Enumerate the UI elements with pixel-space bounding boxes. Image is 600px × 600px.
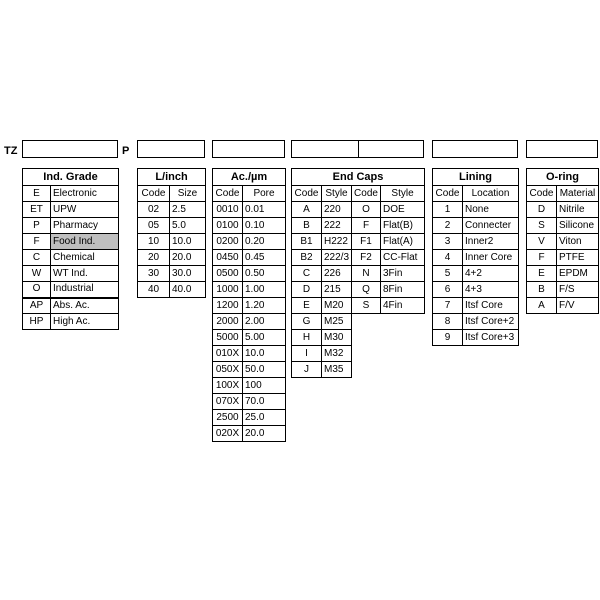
ind-grade-row (23, 234, 119, 250)
ind-grade-value-cell: Electronic (51, 186, 119, 202)
accuracy-code-cell: 070X (213, 394, 243, 410)
o-ring-value-cell: Nitrile (557, 202, 599, 218)
end-caps-empty-cell (352, 346, 425, 362)
end-caps-style-cell: M32 (322, 346, 352, 362)
length-title: L/inch (138, 169, 206, 186)
end-caps-style-cell: 215 (322, 282, 352, 298)
o-ring-header-material: Material (557, 186, 599, 202)
lining-code-cell: 7 (433, 298, 463, 314)
accuracy-code-cell: 100X (213, 378, 243, 394)
end-caps-row (292, 346, 425, 362)
lining-header-code: Code (433, 186, 463, 202)
lining-code-cell: 4 (433, 250, 463, 266)
end-caps-table (291, 168, 425, 378)
end-caps-style-cell: 3Fin (381, 266, 425, 282)
accuracy-code-cell: 050X (213, 362, 243, 378)
accuracy-row (213, 298, 286, 314)
end-caps-row (292, 282, 425, 298)
accuracy-value-cell: 10.0 (243, 346, 286, 362)
accuracy-table (212, 168, 286, 442)
ind-grade-value-cell: Chemical (51, 250, 119, 266)
lining-value-cell: None (463, 202, 519, 218)
end-caps-style-cell: 8Fin (381, 282, 425, 298)
accuracy-code-cell: 0200 (213, 234, 243, 250)
lining-row (433, 202, 519, 218)
ind-grade-value-cell: High Ac. (51, 314, 119, 330)
o-ring-value-cell: EPDM (557, 266, 599, 282)
end-caps-style-cell: 226 (322, 266, 352, 282)
length-code-cell: 10 (138, 234, 170, 250)
end-caps-style-cell: H222 (322, 234, 352, 250)
ind-grade-code-cell: P (23, 218, 51, 234)
mid-label: P (122, 145, 130, 157)
accuracy-row (213, 314, 286, 330)
accuracy-code-cell: 0100 (213, 218, 243, 234)
accuracy-code-cell: 0500 (213, 266, 243, 282)
end-caps-code-cell: B (292, 218, 322, 234)
o-ring-row (527, 298, 599, 314)
lining-code-cell: 1 (433, 202, 463, 218)
lining-code-cell: 8 (433, 314, 463, 330)
accuracy-code-cell: 2500 (213, 410, 243, 426)
accuracy-value-cell: 25.0 (243, 410, 286, 426)
o-ring-title: O-ring (527, 169, 599, 186)
ind-grade-code-cell: HP (23, 314, 51, 330)
accuracy-row (213, 202, 286, 218)
o-ring-table (526, 168, 599, 314)
end-caps-style-cell: 220 (322, 202, 352, 218)
ind-grade-value-cell: WT Ind. (51, 266, 119, 282)
ind-grade-title: Ind. Grade (23, 169, 119, 186)
ind-grade-value-cell: Abs. Ac. (51, 298, 119, 314)
lining-row (433, 266, 519, 282)
lining-table (432, 168, 519, 346)
accuracy-header-pore: Pore (243, 186, 286, 202)
accuracy-value-cell: 0.45 (243, 250, 286, 266)
end-caps-style-cell: CC-Flat (381, 250, 425, 266)
end-caps-code-cell: I (292, 346, 322, 362)
o-ring-code-cell: V (527, 234, 557, 250)
accuracy-value-cell: 5.00 (243, 330, 286, 346)
length-header-code: Code (138, 186, 170, 202)
lining-code-cell: 2 (433, 218, 463, 234)
length-value-cell: 20.0 (170, 250, 206, 266)
length-value-cell: 40.0 (170, 282, 206, 298)
length-value-cell: 10.0 (170, 234, 206, 250)
lining-value-cell: Connecter (463, 218, 519, 234)
accuracy-value-cell: 20.0 (243, 426, 286, 442)
lining-code-box (432, 140, 518, 158)
lining-value-cell: Itsf Core+3 (463, 330, 519, 346)
ind-grade-code-cell: ET (23, 202, 51, 218)
accuracy-code-cell: 0450 (213, 250, 243, 266)
length-value-cell: 5.0 (170, 218, 206, 234)
o-ring-value-cell: F/V (557, 298, 599, 314)
length-row (138, 250, 206, 266)
ind-grade-code-cell: AP (23, 298, 51, 314)
length-row (138, 202, 206, 218)
length-code-cell: 40 (138, 282, 170, 298)
length-row (138, 218, 206, 234)
lining-row (433, 282, 519, 298)
end-caps-code-cell: A (292, 202, 322, 218)
grade-code-box (22, 140, 118, 158)
end-caps-title: End Caps (292, 169, 425, 186)
lining-row (433, 250, 519, 266)
lining-row (433, 314, 519, 330)
length-code-cell: 05 (138, 218, 170, 234)
accuracy-row (213, 362, 286, 378)
o-ring-code-cell: A (527, 298, 557, 314)
lining-code-cell: 9 (433, 330, 463, 346)
prefix-label: TZ (4, 145, 18, 157)
lining-value-cell: 4+2 (463, 266, 519, 282)
accuracy-header-code: Code (213, 186, 243, 202)
end-caps-code-cell: B1 (292, 234, 322, 250)
end-caps-code-cell: F1 (352, 234, 381, 250)
accuracy-code-cell: 010X (213, 346, 243, 362)
accuracy-row (213, 330, 286, 346)
o-ring-row (527, 282, 599, 298)
o-ring-value-cell: PTFE (557, 250, 599, 266)
o-ring-header-code: Code (527, 186, 557, 202)
accuracy-value-cell: 0.01 (243, 202, 286, 218)
length-row (138, 282, 206, 298)
endcap-code-box (291, 140, 424, 158)
lining-code-cell: 5 (433, 266, 463, 282)
o-ring-value-cell: Silicone (557, 218, 599, 234)
accuracy-value-cell: 2.00 (243, 314, 286, 330)
end-caps-code-cell: G (292, 314, 322, 330)
ind-grade-code-cell: O (23, 282, 51, 298)
accuracy-row (213, 266, 286, 282)
end-caps-style-cell: 222 (322, 218, 352, 234)
end-caps-empty-cell (352, 362, 425, 378)
accuracy-value-cell: 70.0 (243, 394, 286, 410)
end-caps-code-cell: B2 (292, 250, 322, 266)
lining-title: Lining (433, 169, 519, 186)
end-caps-style-cell: 222/3 (322, 250, 352, 266)
accuracy-code-box (212, 140, 285, 158)
lining-code-cell: 6 (433, 282, 463, 298)
end-caps-style-cell: M20 (322, 298, 352, 314)
accuracy-row (213, 410, 286, 426)
end-caps-code-cell: O (352, 202, 381, 218)
o-ring-code-cell: B (527, 282, 557, 298)
length-code-box (137, 140, 205, 158)
length-table (137, 168, 206, 298)
o-ring-code-cell: S (527, 218, 557, 234)
lining-header-location: Location (463, 186, 519, 202)
accuracy-value-cell: 1.20 (243, 298, 286, 314)
length-value-cell: 2.5 (170, 202, 206, 218)
end-caps-code-cell: N (352, 266, 381, 282)
oring-code-box (526, 140, 598, 158)
accuracy-value-cell: 1.00 (243, 282, 286, 298)
lining-value-cell: Itsf Core+2 (463, 314, 519, 330)
end-caps-empty-cell (352, 330, 425, 346)
end-caps-header-style1: Style (322, 186, 352, 202)
end-caps-header-code1: Code (292, 186, 322, 202)
length-value-cell: 30.0 (170, 266, 206, 282)
end-caps-style-cell: DOE (381, 202, 425, 218)
lining-value-cell: Inner2 (463, 234, 519, 250)
end-caps-code-cell: H (292, 330, 322, 346)
end-caps-style-cell: M30 (322, 330, 352, 346)
end-caps-style-cell: M25 (322, 314, 352, 330)
length-code-cell: 02 (138, 202, 170, 218)
accuracy-value-cell: 0.10 (243, 218, 286, 234)
accuracy-value-cell: 100 (243, 378, 286, 394)
ind-grade-row (23, 282, 119, 298)
ind-grade-row (23, 266, 119, 282)
accuracy-code-cell: 1000 (213, 282, 243, 298)
ind-grade-row (23, 298, 119, 314)
lining-value-cell: Inner Core (463, 250, 519, 266)
lining-row (433, 298, 519, 314)
o-ring-row (527, 218, 599, 234)
length-code-cell: 20 (138, 250, 170, 266)
length-row (138, 234, 206, 250)
accuracy-row (213, 282, 286, 298)
o-ring-row (527, 202, 599, 218)
end-caps-row (292, 234, 425, 250)
lining-row (433, 218, 519, 234)
ind-grade-code-cell: E (23, 186, 51, 202)
ind-grade-code-cell: F (23, 234, 51, 250)
ind-grade-table (22, 168, 119, 330)
end-caps-style-cell: Flat(B) (381, 218, 425, 234)
accuracy-row (213, 218, 286, 234)
o-ring-value-cell: Viton (557, 234, 599, 250)
end-caps-code-cell: Q (352, 282, 381, 298)
accuracy-value-cell: 0.20 (243, 234, 286, 250)
end-caps-row (292, 218, 425, 234)
o-ring-code-cell: E (527, 266, 557, 282)
lining-value-cell: 4+3 (463, 282, 519, 298)
end-caps-code-cell: F2 (352, 250, 381, 266)
lining-row (433, 330, 519, 346)
end-caps-header-code2: Code (352, 186, 381, 202)
accuracy-row (213, 378, 286, 394)
lining-code-cell: 3 (433, 234, 463, 250)
o-ring-row (527, 266, 599, 282)
o-ring-row (527, 234, 599, 250)
end-caps-style-cell: M35 (322, 362, 352, 378)
accuracy-value-cell: 0.50 (243, 266, 286, 282)
ind-grade-value-cell: Industrial (51, 282, 119, 298)
ind-grade-code-cell: C (23, 250, 51, 266)
end-caps-code-cell: E (292, 298, 322, 314)
accuracy-code-cell: 5000 (213, 330, 243, 346)
ind-grade-value-cell: Pharmacy (51, 218, 119, 234)
accuracy-row (213, 250, 286, 266)
ind-grade-value-cell: UPW (51, 202, 119, 218)
o-ring-code-cell: F (527, 250, 557, 266)
accuracy-code-cell: 020X (213, 426, 243, 442)
end-caps-row (292, 298, 425, 314)
end-caps-code-cell: D (292, 282, 322, 298)
end-caps-row (292, 250, 425, 266)
o-ring-value-cell: F/S (557, 282, 599, 298)
end-caps-style-cell: 4Fin (381, 298, 425, 314)
accuracy-row (213, 426, 286, 442)
accuracy-code-cell: 0010 (213, 202, 243, 218)
end-caps-row (292, 362, 425, 378)
accuracy-code-cell: 2000 (213, 314, 243, 330)
accuracy-title: Ac./µm (213, 169, 286, 186)
end-caps-row (292, 202, 425, 218)
end-caps-code-cell: S (352, 298, 381, 314)
ind-grade-row (23, 218, 119, 234)
ind-grade-value-cell: Food Ind. (51, 234, 119, 250)
lining-value-cell: Itsf Core (463, 298, 519, 314)
ind-grade-row (23, 186, 119, 202)
accuracy-row (213, 346, 286, 362)
end-caps-code-cell: J (292, 362, 322, 378)
length-header-size: Size (170, 186, 206, 202)
ind-grade-code-cell: W (23, 266, 51, 282)
o-ring-row (527, 250, 599, 266)
length-code-cell: 30 (138, 266, 170, 282)
accuracy-value-cell: 50.0 (243, 362, 286, 378)
accuracy-code-cell: 1200 (213, 298, 243, 314)
end-caps-code-cell: F (352, 218, 381, 234)
end-caps-code-cell: C (292, 266, 322, 282)
length-row (138, 266, 206, 282)
end-caps-empty-cell (352, 314, 425, 330)
accuracy-row (213, 394, 286, 410)
ind-grade-row (23, 250, 119, 266)
end-caps-row (292, 266, 425, 282)
end-caps-row (292, 330, 425, 346)
end-caps-row (292, 314, 425, 330)
end-caps-style-cell: Flat(A) (381, 234, 425, 250)
o-ring-code-cell: D (527, 202, 557, 218)
ind-grade-row (23, 314, 119, 330)
accuracy-row (213, 234, 286, 250)
end-caps-header-style2: Style (381, 186, 425, 202)
ind-grade-row (23, 202, 119, 218)
lining-row (433, 234, 519, 250)
